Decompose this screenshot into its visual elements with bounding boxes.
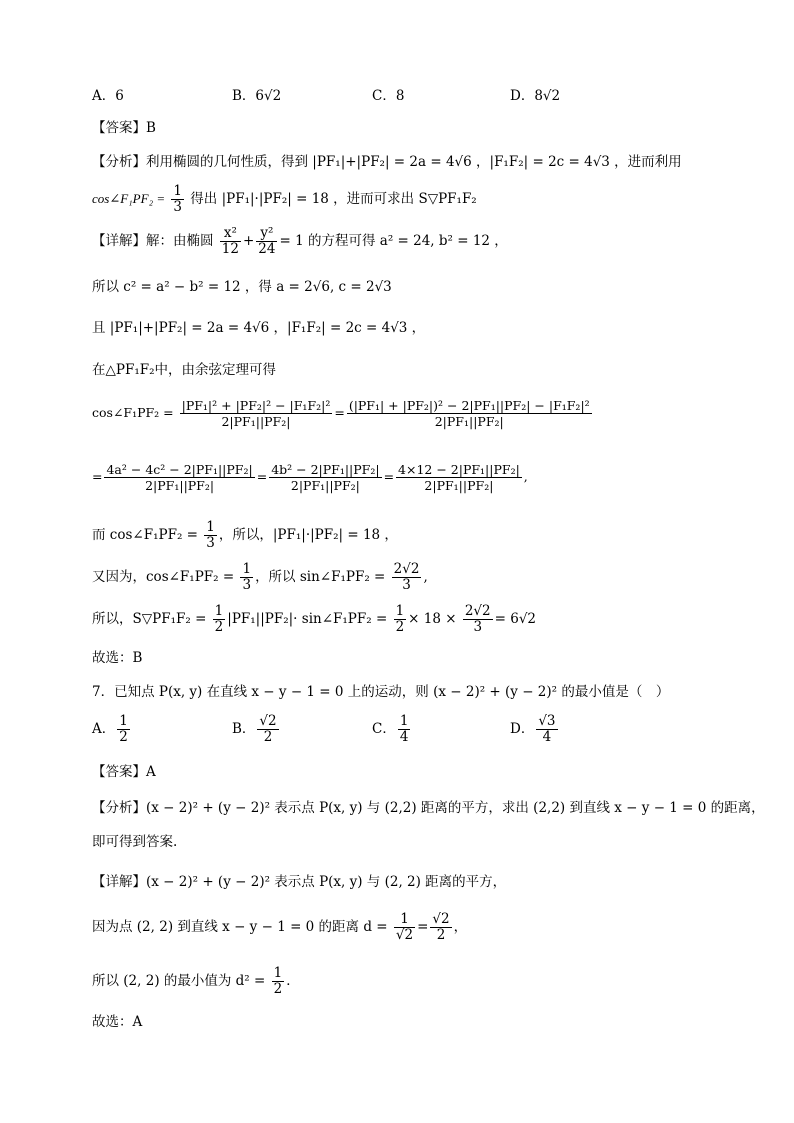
- fraction-half: [117, 714, 130, 745]
- denominator: 3: [402, 577, 411, 593]
- q6-option-b: B．6√2: [232, 88, 282, 104]
- sin-text: 又因为，cos∠F₁PF₂ =: [92, 569, 235, 585]
- min-text: 所以 (2, 2) 的最小值为 d² =: [92, 973, 266, 989]
- q6-detail-line-1: [92, 226, 508, 257]
- analysis-tag: 【分析】: [92, 154, 146, 170]
- fraction-sqrt2-half: [257, 714, 278, 745]
- q6-cosine-row-2: = $\frac{\text{4a² − 4c² − 2|PF₁||PF₂|}}{\text{2|PF₁||PF₂|}}$ = $\frac{\text{4b² − 2|PF₁||PF₂|}}{\text{2|PF₁||PF₂|}}$ = $\frac{\text{4×12 − 2|PF₁||PF₂|}}{\text{2|PF₁||PF₂|}}$ ,: [92, 462, 528, 493]
- equals-sign: =: [92, 469, 103, 484]
- q6-line-area: [92, 604, 536, 635]
- detail-text-2: 的方程可得 a² = 24, b² = 12 ，: [307, 233, 508, 249]
- fraction-sqrt3-quarter: [536, 714, 557, 745]
- numerator: 1: [206, 519, 215, 535]
- analysis-result: 得出 |PF₁|·|PF₂| = 18 ，进而可求出 S▽PF₁F₂: [190, 191, 477, 207]
- q6-line-sin: 又因为，cos∠F₁PF₂ = $\frac{1}{3}$ ，所以 sin∠F₁PF₂ = $\frac{2√2}{3}$ ,: [92, 561, 428, 593]
- numerator: y²: [256, 226, 277, 242]
- denominator: 2: [119, 729, 128, 745]
- q7-option-b: [232, 714, 281, 745]
- equals-sign: =: [256, 469, 268, 484]
- denominator: 3: [173, 199, 182, 215]
- fraction-sqrt2-half: [430, 912, 451, 943]
- option-label: C．: [372, 721, 396, 737]
- denominator: 4: [542, 729, 552, 745]
- q6-analysis-line-2: [92, 184, 477, 215]
- q7-analysis-line-2: 即可得到答案.: [92, 834, 178, 850]
- numerator: √2: [432, 911, 450, 927]
- numerator: 1: [399, 713, 409, 729]
- fraction-half: [213, 604, 226, 635]
- fraction-one-third: [171, 184, 184, 215]
- area-text: 所以，S▽PF₁F₂ =: [92, 611, 207, 627]
- given-text: 而 cos∠F₁PF₂ =: [92, 527, 198, 543]
- detail-tag: 【详解】: [92, 233, 146, 249]
- denominator: 3: [206, 535, 215, 551]
- equals-sign: =: [334, 405, 345, 420]
- q6-line-triangle: 在△PF₁F₂中，由余弦定理可得: [92, 362, 277, 378]
- min-text-2: ．: [286, 973, 300, 989]
- denominator: 12: [221, 241, 239, 257]
- numerator: √2: [259, 713, 277, 729]
- denominator: 3: [473, 619, 483, 635]
- numerator: 1: [214, 603, 224, 619]
- area-text-2: |PF₁||PF₂|· sin∠F₁PF₂ =: [227, 611, 388, 627]
- q6-option-c: C．8: [372, 88, 405, 104]
- denominator: 4: [399, 729, 409, 745]
- denominator: 2|PF₁||PF₂|: [424, 478, 494, 493]
- q7-choose: 故选：A: [92, 1014, 143, 1030]
- q6-cosine-row-1: [92, 398, 594, 429]
- numerator: |PF₁|² + |PF₂|² − |F₁F₂|²: [181, 398, 331, 413]
- denominator: 24: [258, 241, 276, 257]
- denominator: 3: [242, 577, 252, 593]
- fraction-half: [394, 604, 407, 635]
- numerator: (|PF₁| + |PF₂|)² − 2|PF₁||PF₂| − |F₁F₂|²: [348, 398, 590, 413]
- q7-analysis-line-1: [92, 796, 765, 816]
- sin-text-2: ，所以 sin∠F₁PF₂ =: [255, 569, 386, 585]
- analysis-cos: cos∠F₁PF₂ =: [92, 191, 166, 206]
- distance-text: 因为点 (2, 2) 到直线 x − y − 1 = 0 的距离 d =: [92, 919, 388, 935]
- analysis-tag: 【分析】: [92, 800, 146, 816]
- detail-tag: 【详解】: [92, 874, 146, 890]
- q6-analysis-line-1: [92, 150, 682, 170]
- detail-text: (x − 2)² + (y − 2)² 表示点 P(x, y) 与 (2, 2) 距离的平方，: [146, 874, 507, 890]
- numerator: 4×12 − 2|PF₁||PF₂|: [398, 462, 520, 477]
- fraction-y2-24: [256, 226, 277, 257]
- fraction-x2-12: [220, 226, 241, 257]
- numerator: 2√2: [393, 561, 420, 577]
- numerator: 2√2: [464, 603, 491, 619]
- denominator: 2|PF₁||PF₂|: [290, 478, 360, 493]
- cos-fraction-2: [347, 398, 592, 429]
- numerator: 1: [173, 183, 182, 199]
- numerator: 4b² − 2|PF₁||PF₂|: [271, 462, 380, 477]
- equals-one: = 1: [279, 233, 304, 249]
- q7-detail-line-1: [92, 870, 506, 890]
- fraction-sin-value: [463, 604, 493, 635]
- q6-line-given: [92, 520, 398, 551]
- cos-fraction-3: [104, 462, 254, 493]
- analysis-text: 利用椭圆的几何性质，得到 |PF₁|+|PF₂| = 2a = 4√6 ，|F₁F₂| = 2c = 4√3 ，进而利用: [146, 154, 682, 170]
- denominator: 2: [263, 729, 273, 745]
- area-text-3: × 18 ×: [408, 611, 457, 627]
- option-label: B．: [232, 721, 256, 737]
- numerator: x²: [220, 226, 241, 242]
- denominator: 2|PF₁||PF₂|: [434, 414, 504, 429]
- denominator: 2|PF₁||PF₂|: [145, 478, 215, 493]
- equals-sign: =: [383, 469, 395, 484]
- option-label: D．: [510, 721, 535, 737]
- denominator: 2: [273, 981, 283, 997]
- q7-answer-line: [92, 760, 156, 780]
- q6-option-d: D．8√2: [510, 88, 561, 104]
- q7-option-c: [372, 714, 412, 745]
- answer-tag: 【答案】: [92, 764, 146, 780]
- option-label: A．: [92, 721, 116, 737]
- denominator: 2: [214, 619, 224, 635]
- q6-option-a: A．6: [92, 88, 124, 104]
- fraction-one-sqrt2: [394, 912, 415, 943]
- q6-line-c: 所以 c² = a² − b² = 12 ，得 a = 2√6, c = 2√3: [92, 279, 392, 295]
- numerator: 1: [119, 713, 128, 729]
- cos-lhs: cos∠F₁PF₂ =: [92, 405, 174, 420]
- numerator: 1: [242, 561, 252, 577]
- denominator: √2: [395, 927, 414, 943]
- numerator: √3: [538, 713, 556, 729]
- plus-sign: +: [242, 233, 255, 249]
- q7-detail-line-2: [92, 912, 467, 943]
- fraction-one-third: [240, 562, 253, 593]
- denominator: 2: [436, 927, 446, 943]
- numerator: 1: [394, 912, 415, 928]
- answer-value: B: [146, 120, 156, 136]
- distance-text-2: ，: [453, 919, 468, 935]
- q7-question: 7．已知点 P(x, y) 在直线 x − y − 1 = 0 上的运动，则 (x − 2)² + (y − 2)² 的最小值是（ ）: [92, 684, 670, 700]
- fraction-one-third: [204, 520, 217, 551]
- answer-tag: 【答案】: [92, 120, 146, 136]
- denominator: 2: [395, 619, 405, 635]
- cos-fraction-1: [180, 398, 333, 429]
- fraction-half: [272, 966, 285, 997]
- numerator: 4a² − 4c² − 2|PF₁||PF₂|: [106, 462, 253, 477]
- q6-line-sum: 且 |PF₁|+|PF₂| = 2a = 4√6 ，|F₁F₂| = 2c = 4√3 ，: [92, 320, 426, 336]
- detail-text: 解：由椭圆: [146, 233, 214, 249]
- denominator: 2|PF₁||PF₂|: [221, 414, 291, 429]
- q6-choose: 故选：B: [92, 650, 143, 666]
- given-text-2: ，所以，|PF₁|·|PF₂| = 18 ，: [218, 527, 398, 543]
- cos-fraction-5: [396, 462, 522, 493]
- analysis-text: (x − 2)² + (y − 2)² 表示点 P(x, y) 与 (2,2) 距离的平方，求出 (2,2) 到直线 x − y − 1 = 0 的距离，: [146, 800, 765, 816]
- q7-detail-line-3: [92, 966, 300, 997]
- cos-fraction-4: [269, 462, 381, 493]
- answer-value: A: [146, 764, 156, 780]
- fraction-quarter: [398, 714, 411, 745]
- equals-sign: =: [417, 919, 429, 935]
- numerator: 1: [273, 965, 283, 981]
- numerator: 1: [395, 603, 405, 619]
- area-result: = 6√2: [494, 611, 537, 627]
- q7-option-d: [510, 714, 560, 745]
- fraction-sin-value: [392, 562, 422, 593]
- q7-option-a: [92, 714, 132, 745]
- q6-answer-line: [92, 116, 156, 136]
